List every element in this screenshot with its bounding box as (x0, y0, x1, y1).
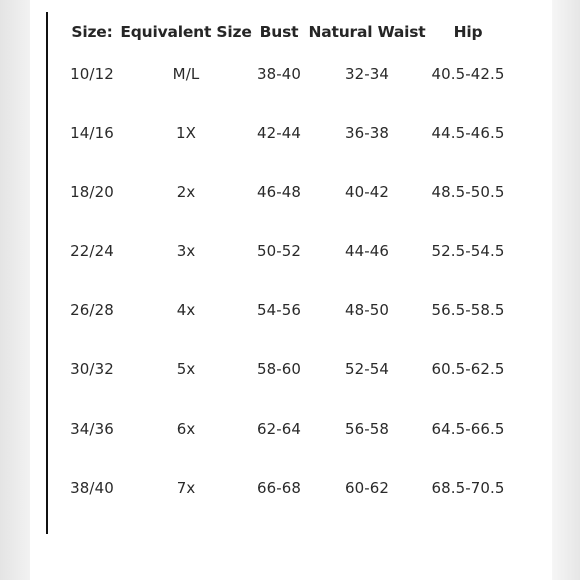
cell-size: 14/16 (70, 124, 114, 142)
cell-natural-waist: 44-46 (344, 242, 390, 260)
background-right (552, 0, 580, 580)
cell-hip: 60.5-62.5 (431, 360, 505, 378)
cell-equivalent-size: 2x (176, 183, 196, 201)
cell-size: 10/12 (70, 65, 114, 83)
cell-equivalent-size: 4x (176, 301, 196, 319)
cell-hip: 44.5-46.5 (431, 124, 505, 142)
cell-natural-waist: 60-62 (344, 479, 390, 497)
cell-natural-waist: 32-34 (344, 65, 390, 83)
cell-natural-waist: 48-50 (344, 301, 390, 319)
cell-natural-waist: 56-58 (344, 420, 390, 438)
cell-size: 18/20 (70, 183, 114, 201)
cell-natural-waist: 36-38 (344, 124, 390, 142)
header-size: Size: (71, 23, 113, 41)
cell-hip: 52.5-54.5 (431, 242, 505, 260)
cell-natural-waist: 52-54 (344, 360, 390, 378)
table-left-rule (46, 12, 48, 534)
cell-bust: 46-48 (256, 183, 302, 201)
cell-equivalent-size: 7x (176, 479, 196, 497)
cell-hip: 48.5-50.5 (431, 183, 505, 201)
background-left (0, 0, 30, 580)
cell-hip: 68.5-70.5 (431, 479, 505, 497)
header-natural-waist: Natural Waist (308, 23, 426, 41)
header-bust: Bust (259, 23, 299, 41)
cell-equivalent-size: 5x (176, 360, 196, 378)
cell-equivalent-size: 1X (175, 124, 197, 142)
cell-hip: 40.5-42.5 (431, 65, 505, 83)
cell-bust: 42-44 (256, 124, 302, 142)
cell-bust: 66-68 (256, 479, 302, 497)
cell-bust: 50-52 (256, 242, 302, 260)
cell-hip: 56.5-58.5 (431, 301, 505, 319)
cell-size: 26/28 (70, 301, 114, 319)
cell-size: 38/40 (70, 479, 114, 497)
cell-size: 34/36 (70, 420, 114, 438)
cell-hip: 64.5-66.5 (431, 420, 505, 438)
cell-bust: 62-64 (256, 420, 302, 438)
cell-natural-waist: 40-42 (344, 183, 390, 201)
cell-equivalent-size: 6x (176, 420, 196, 438)
cell-size: 22/24 (70, 242, 114, 260)
cell-bust: 54-56 (256, 301, 302, 319)
header-equivalent-size: Equivalent Size (120, 23, 252, 41)
cell-equivalent-size: M/L (172, 65, 200, 83)
cell-bust: 58-60 (256, 360, 302, 378)
cell-size: 30/32 (70, 360, 114, 378)
cell-equivalent-size: 3x (176, 242, 196, 260)
header-hip: Hip (453, 23, 483, 41)
cell-bust: 38-40 (256, 65, 302, 83)
